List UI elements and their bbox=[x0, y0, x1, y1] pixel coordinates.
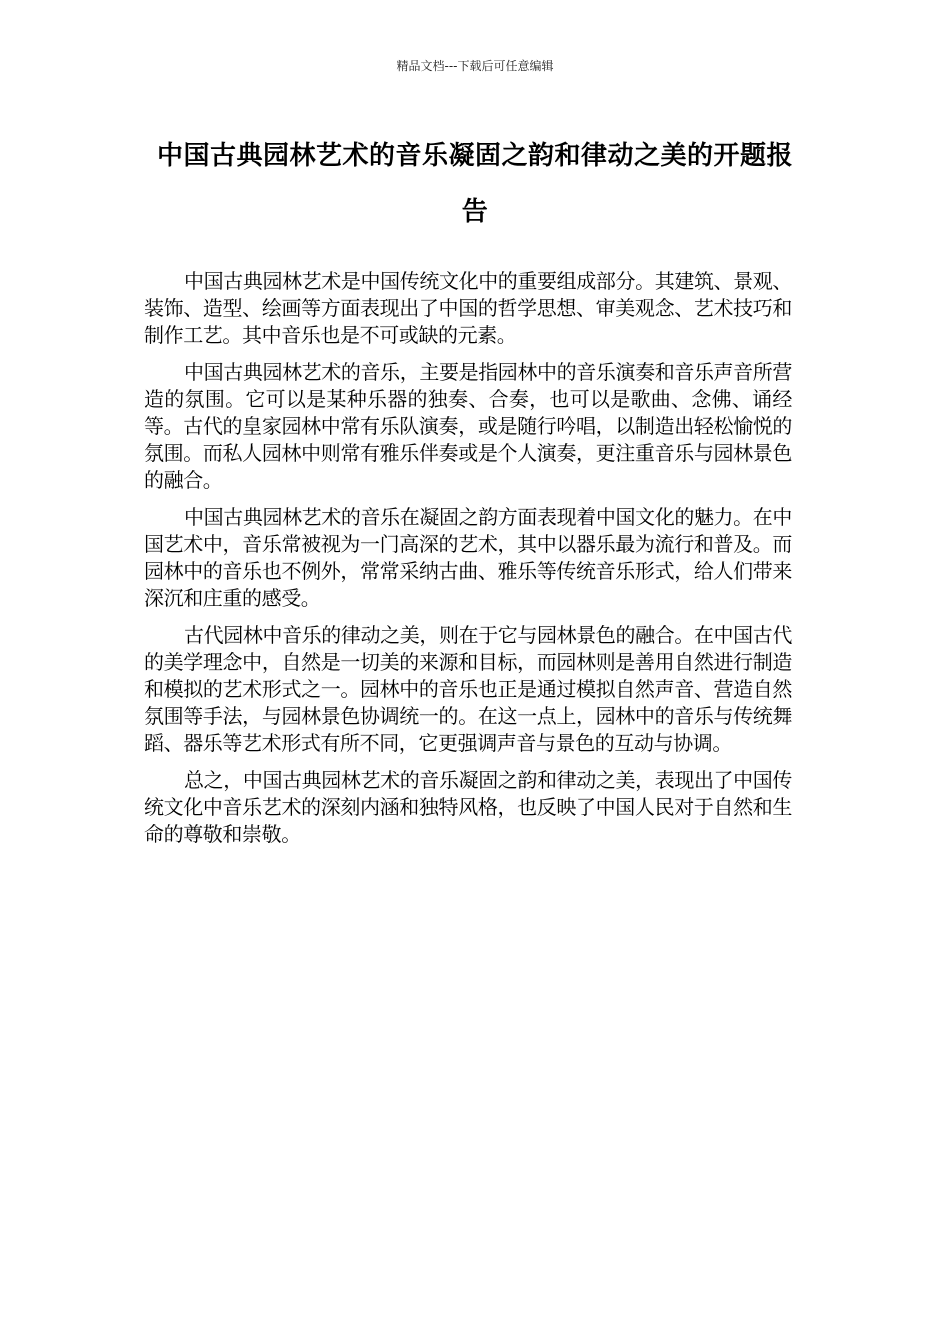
paragraph: 中国古典园林艺术是中国传统文化中的重要组成部分。其建筑、景观、装饰、造型、绘画等方面表现出了中国的哲学思想、审美观念、艺术技巧和制作工艺。其中音乐也是不可或缺的元素。 bbox=[144, 269, 792, 347]
paragraph: 总之，中国古典园林艺术的音乐凝固之韵和律动之美，表现出了中国传统文化中音乐艺术的深刻内涵和独特风格，也反映了中国人民对于自然和生命的尊敬和崇敬。 bbox=[144, 768, 792, 846]
paragraph: 中国古典园林艺术的音乐在凝固之韵方面表现着中国文化的魅力。在中国艺术中，音乐常被视为一门高深的艺术，其中以器乐最为流行和普及。而园林中的音乐也不例外，常常采纳古曲、雅乐等传统音乐形式，给人们带来深沉和庄重的感受。 bbox=[144, 505, 792, 610]
document-body bbox=[144, 268, 792, 858]
document-title: 中国古典园林艺术的音乐凝固之韵和律动之美的开题报告 bbox=[156, 141, 793, 227]
header-watermark: 精品文档---下载后可任意编辑 bbox=[396, 59, 554, 73]
paragraph: 中国古典园林艺术的音乐，主要是指园林中的音乐演奏和音乐声音所营造的氛围。它可以是某种乐器的独奏、合奏，也可以是歌曲、念佛、诵经等。古代的皇家园林中常有乐队演奏，或是随行吟唱，以制造出轻松愉悦的氛围。而私人园林中则常有雅乐伴奏或是个人演奏，更注重音乐与园林景色的融合。 bbox=[144, 360, 792, 492]
paragraph: 古代园林中音乐的律动之美，则在于它与园林景色的融合。在中国古代的美学理念中，自然是一切美的来源和目标，而园林则是善用自然进行制造和模拟的艺术形式之一。园林中的音乐也正是通过模拟自然声音、营造自然氛围等手法，与园林景色协调统一的。在这一点上，园林中的音乐与传统舞蹈、器乐等艺术形式有所不同，它更强调声音与景色的互动与协调。 bbox=[144, 623, 792, 755]
